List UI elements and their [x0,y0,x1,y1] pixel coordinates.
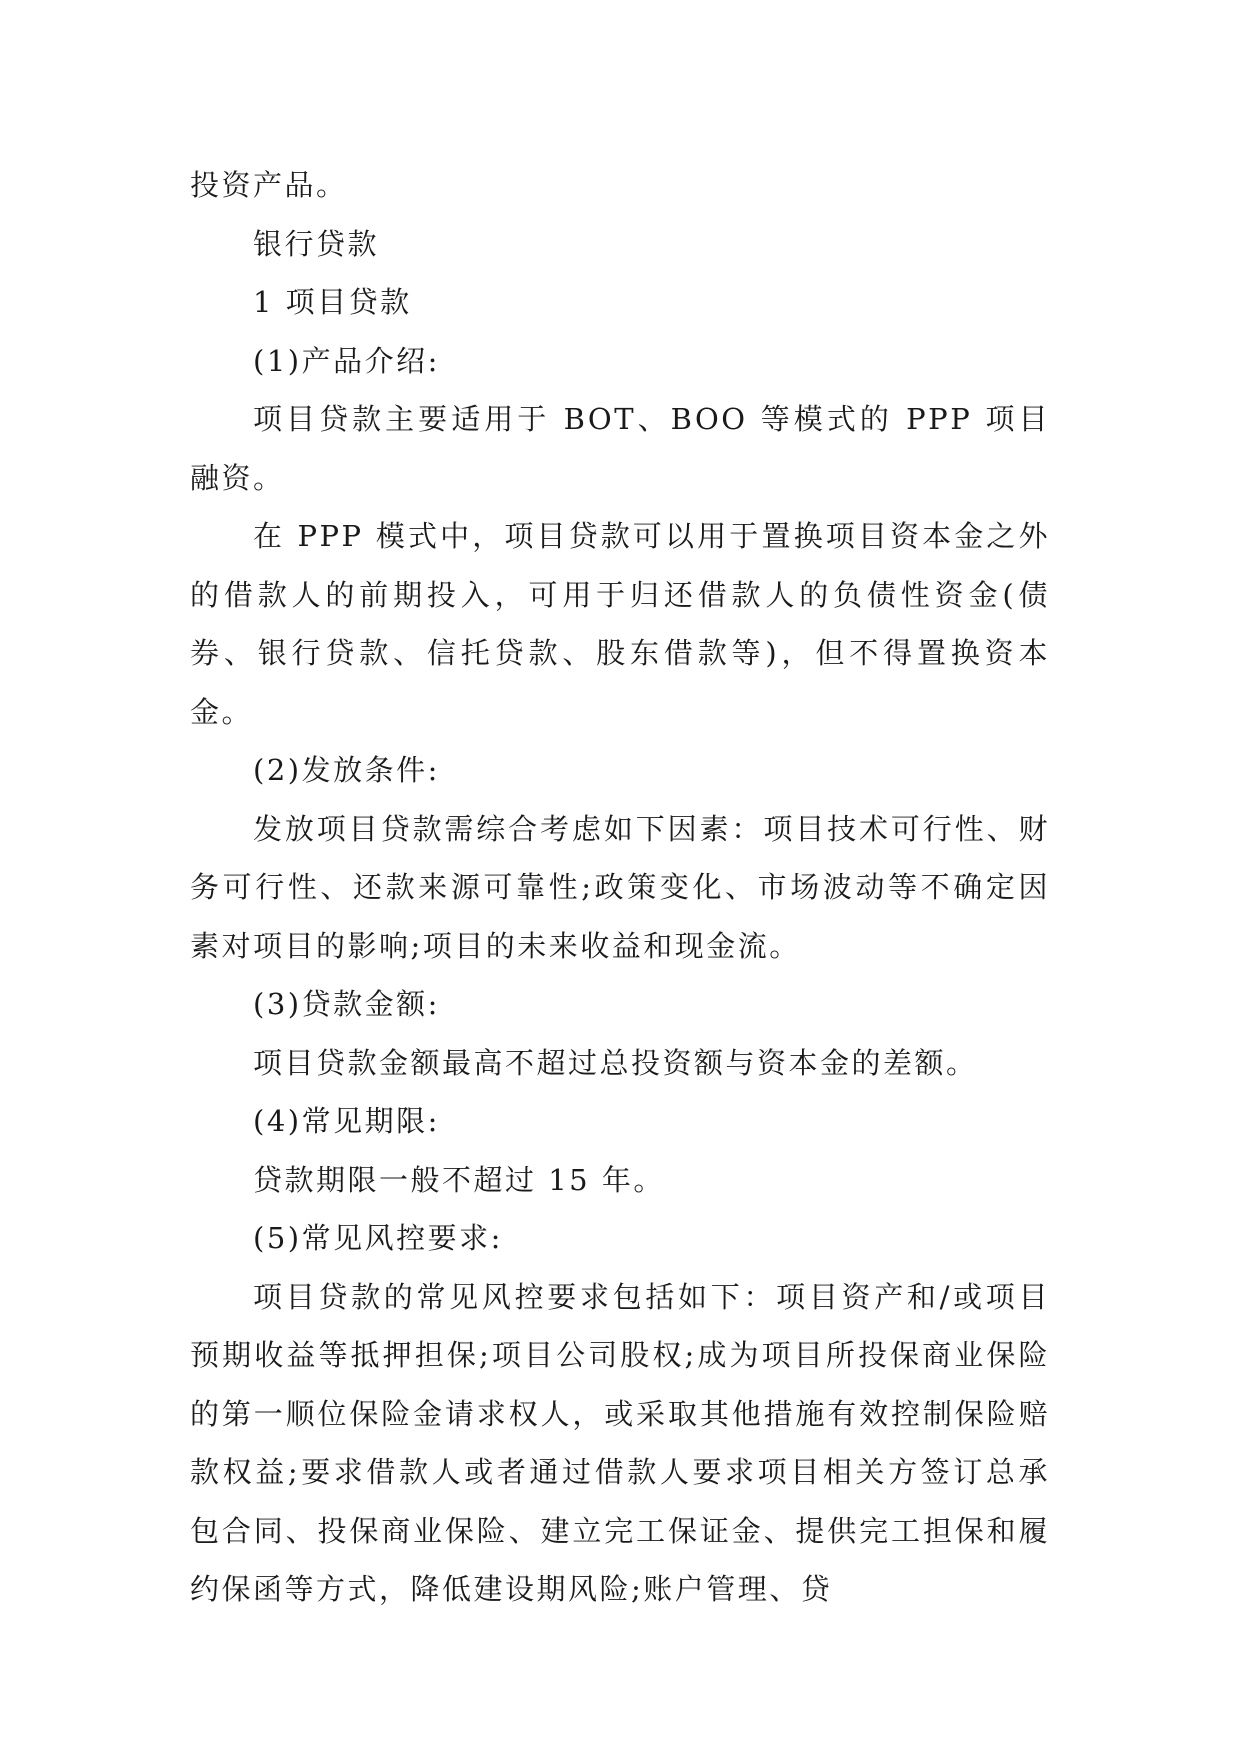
item-heading-risk-control: (5)常见风控要求: [253,1221,503,1255]
paragraph-ppp-usage: 在 PPP 模式中，项目贷款可以用于置换项目资本金之外的借款人的前期投入，可用于归还借款人的负债性资金(债券、银行贷款、信托贷款、股东借款等)，但不得置换资本金。 [190,519,1050,729]
document-body [190,156,1050,1619]
paragraph-risk-control: 项目贷款的常见风控要求包括如下：项目资产和/或项目预期收益等抵押担保;项目公司股权;成为项目所投保商业保险的第一顺位保险金请求权人，或采取其他措施有效控制保险赔款权益;要求借款人或者通过借款人要求项目相关方签订总承包合同、投保商业保险、建立完工保证金、提供完工担保和履约保函等方式，降低建设期风险;账户管理、贷 [190,1279,1050,1606]
item-heading-common-term: (4)常见期限: [253,1104,440,1138]
section-heading-bank-loans: 银行贷款 [253,226,380,261]
item-heading-product-intro: (1)产品介绍: [253,343,440,378]
paragraph-continuation: 投资产品。 [190,168,348,202]
paragraph-product-scope: 项目贷款主要适用于 BOT、BOO 等模式的 PPP 项目融资。 [190,402,1050,495]
paragraph-loan-term: 贷款期限一般不超过 15 年。 [253,1162,665,1197]
paragraph-issuance-factors: 发放项目贷款需综合考虑如下因素：项目技术可行性、财务可行性、还款来源可靠性;政策变化、市场波动等不确定因素对项目的影响;项目的未来收益和现金流。 [190,811,1050,963]
subsection-heading-project-loans: 1 项目贷款 [253,285,412,319]
paragraph-loan-amount: 项目贷款金额最高不超过总投资额与资本金的差额。 [253,1045,978,1080]
item-heading-issuance-conditions: (2)发放条件: [253,753,440,787]
item-heading-loan-amount: (3)贷款金额: [253,987,440,1021]
